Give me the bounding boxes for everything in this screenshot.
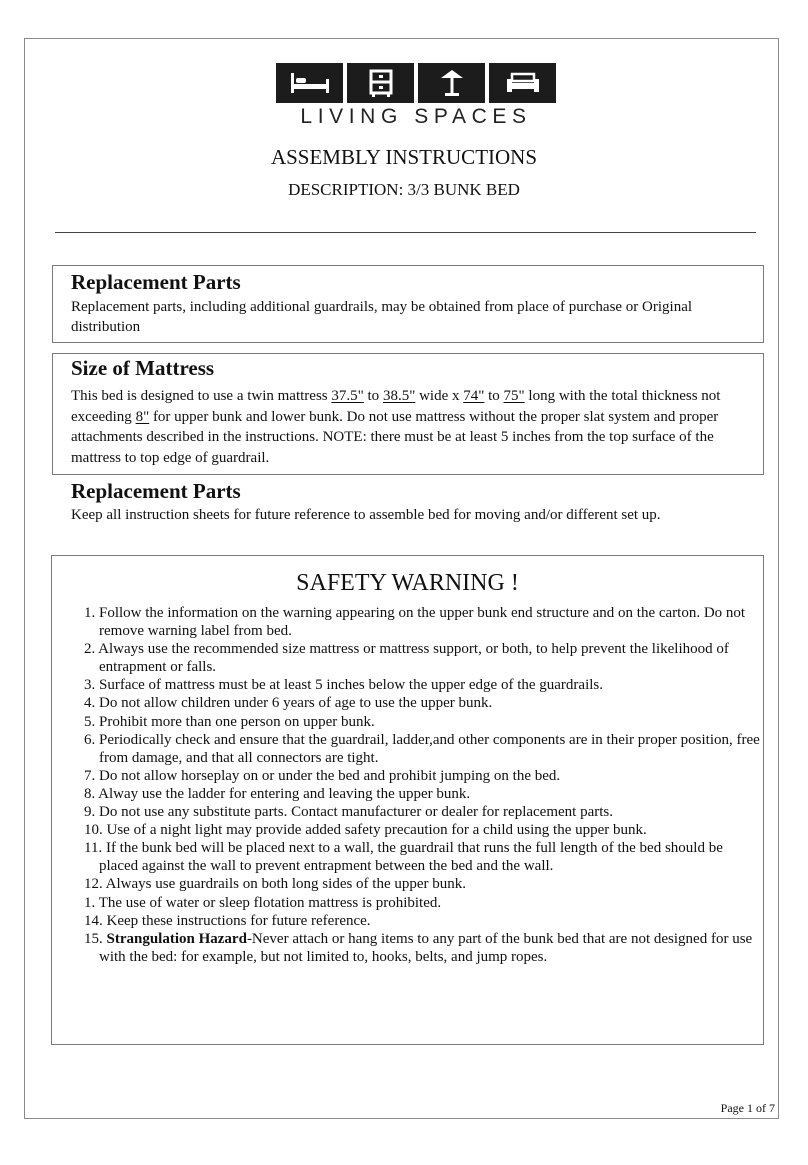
page-title: ASSEMBLY INSTRUCTIONS bbox=[270, 145, 538, 169]
living-spaces-logo bbox=[274, 63, 556, 128]
warning-item: 12. Always use guardrails on both long sides of the upper bunk. bbox=[84, 876, 467, 893]
lamp-icon bbox=[418, 63, 485, 103]
product-description: DESCRIPTION: 3/3 BUNK BED bbox=[288, 180, 520, 199]
page-number: Page 1 of 7 bbox=[720, 1101, 775, 1115]
mattress-text: for upper bunk and lower bunk. Do not use mattress without the proper slat system and proper attachments described in the instructions. NOTE: there must be at least 5 inches from the top surface of the mattress to top edge of guardrail. bbox=[71, 408, 719, 467]
warning-item: 4. Do not allow children under 6 years of age to use the upper bunk. bbox=[84, 695, 493, 712]
mattress-size-box bbox=[52, 353, 764, 475]
mattress-width-max: 38.5" bbox=[382, 388, 416, 404]
replacement-parts-note-text: Keep all instruction sheets for future reference to assemble bed for moving and/or different set up. bbox=[71, 507, 661, 523]
dresser-icon bbox=[347, 63, 414, 103]
safety-warning-title: SAFETY WARNING ! bbox=[296, 570, 519, 596]
mattress-length-max: 75" bbox=[503, 388, 525, 404]
mattress-text: to bbox=[484, 388, 504, 404]
mattress-text: wide x bbox=[415, 388, 464, 404]
logo-brand-text: LIVING SPACES bbox=[300, 105, 532, 128]
warning-text: -Never attach or hang items to any part of the bunk bed that are not designed for use with the bed: for example, but not limited to, hooks, belts, and jump ropes. bbox=[99, 930, 753, 965]
warning-item: 10. Use of a night light may provide added safety precaution for a child using the upper bunk. bbox=[84, 822, 647, 839]
warning-number: 15. bbox=[84, 930, 107, 947]
replacement-parts-box bbox=[52, 265, 764, 343]
mattress-text: This bed is designed to use a twin mattress bbox=[71, 388, 332, 404]
replacement-parts-text: Replacement parts, including additional guardrails, may be obtained from place of purchase or Original distribution bbox=[71, 299, 693, 335]
warning-item: 9. Do not use any substitute parts. Contact manufacturer or dealer for replacement parts. bbox=[84, 804, 613, 821]
mattress-thickness: 8" bbox=[135, 408, 150, 425]
safety-warning-list bbox=[84, 604, 764, 966]
sofa-icon bbox=[489, 63, 556, 103]
warning-item: 7. Do not allow horseplay on or under the bed and prohibit jumping on the bed. bbox=[84, 767, 561, 784]
mattress-size-heading: Size of Mattress bbox=[71, 356, 215, 380]
replacement-parts-note bbox=[71, 479, 771, 525]
warning-item: 6. Periodically check and ensure that the guardrail, ladder,and other components are in their proper position, free from damage, and that all connectors are tight. bbox=[84, 731, 760, 766]
mattress-length-min: 74" bbox=[463, 388, 485, 404]
warning-item-strangulation bbox=[84, 930, 764, 966]
warning-item: 5. Prohibit more than one person on upper bunk. bbox=[84, 713, 375, 730]
bed-icon bbox=[276, 63, 343, 103]
divider bbox=[55, 232, 756, 233]
mattress-width-min: 37.5" bbox=[331, 388, 364, 404]
warning-item: 11. If the bunk bed will be placed next to a wall, the guardrail that runs the full length of the bed should be placed against the wall to prevent entrapment between the bed and the wall. bbox=[84, 840, 723, 875]
mattress-text: long with the total thickness not exceeding bbox=[71, 388, 721, 425]
warning-item: 8. Alway use the ladder for entering and leaving the upper bunk. bbox=[84, 785, 471, 802]
mattress-size-text bbox=[71, 386, 753, 469]
logo-icon-bar bbox=[276, 63, 556, 103]
warning-item: 14. Keep these instructions for future reference. bbox=[84, 912, 371, 929]
strangulation-hazard-label: Strangulation Hazard bbox=[106, 930, 247, 947]
warning-item: 2. Always use the recommended size mattress or mattress support, or both, to help prevent the likelihood of entrapment or falls. bbox=[84, 641, 729, 676]
warning-item: 1. The use of water or sleep flotation mattress is prohibited. bbox=[84, 894, 442, 911]
warning-item: 1. Follow the information on the warning appearing on the upper bunk end structure and on the carton. Do not remove warning label from bed. bbox=[84, 605, 746, 640]
replacement-parts-heading: Replacement Parts bbox=[71, 270, 241, 294]
warning-item: 3. Surface of mattress must be at least 5 inches below the upper edge of the guardrails. bbox=[84, 677, 604, 694]
safety-warning-box bbox=[51, 555, 764, 1045]
mattress-text: to bbox=[363, 388, 383, 404]
replacement-parts-note-heading: Replacement Parts bbox=[71, 479, 241, 503]
